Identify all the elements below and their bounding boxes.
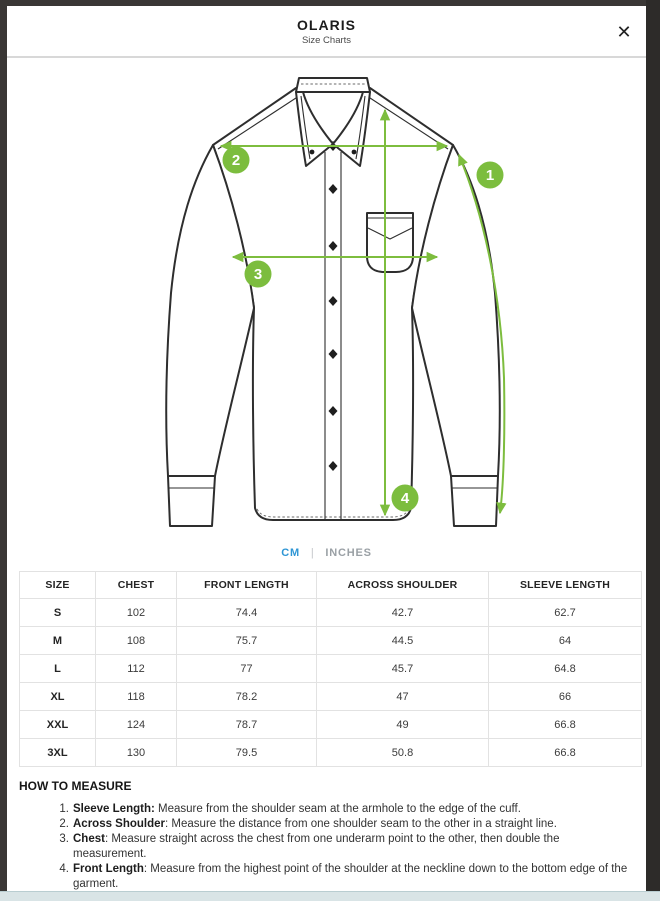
front-length-value: 75.7 bbox=[177, 627, 317, 655]
front-length-value: 77 bbox=[177, 655, 317, 683]
list-item bbox=[51, 862, 628, 892]
size-value: M bbox=[20, 627, 96, 655]
frame-right-bar bbox=[646, 0, 660, 893]
sleeve-length-value: 66.8 bbox=[489, 739, 642, 767]
table-header-row bbox=[20, 572, 642, 599]
col-header-sleeve-length: SLEEVE LENGTH bbox=[489, 572, 642, 599]
table-row bbox=[20, 599, 642, 627]
marker-1-label: 1 bbox=[485, 167, 495, 184]
table-row bbox=[20, 739, 642, 767]
chest-value: 130 bbox=[96, 739, 177, 767]
shirt-measurement-diagram bbox=[7, 58, 646, 546]
front-length-value: 79.5 bbox=[177, 739, 317, 767]
size-chart-modal bbox=[7, 6, 646, 891]
item-number: 4. bbox=[59, 862, 69, 875]
item-term: Chest bbox=[73, 832, 105, 845]
size-value: XXL bbox=[20, 711, 96, 739]
item-number: 2. bbox=[59, 817, 69, 830]
table-row bbox=[20, 655, 642, 683]
unit-inches-tab[interactable]: INCHES bbox=[325, 547, 372, 559]
collar-left-button bbox=[310, 150, 315, 155]
chest-value: 112 bbox=[96, 655, 177, 683]
modal-header bbox=[7, 6, 646, 58]
across-shoulder-value: 47 bbox=[317, 683, 489, 711]
chest-value: 118 bbox=[96, 683, 177, 711]
marker-2 bbox=[223, 147, 250, 174]
col-header-chest: CHEST bbox=[96, 572, 177, 599]
size-value: 3XL bbox=[20, 739, 96, 767]
sleeve-length-value: 62.7 bbox=[489, 599, 642, 627]
list-item bbox=[51, 802, 628, 817]
list-item bbox=[51, 832, 628, 862]
units-toggle bbox=[7, 547, 646, 567]
col-header-across-shoulder: ACROSS SHOULDER bbox=[317, 572, 489, 599]
collar-band bbox=[296, 78, 370, 92]
front-length-value: 74.4 bbox=[177, 599, 317, 627]
how-to-measure-section bbox=[19, 779, 628, 892]
col-header-front-length: FRONT LENGTH bbox=[177, 572, 317, 599]
how-to-measure-title: HOW TO MEASURE bbox=[19, 779, 132, 793]
item-desc: : Measure straight across the chest from one underarm point to the other, then double the measurement. bbox=[73, 832, 560, 860]
marker-4-label: 4 bbox=[400, 490, 410, 507]
marker-3-label: 3 bbox=[253, 266, 263, 283]
list-item bbox=[51, 817, 628, 832]
across-shoulder-value: 49 bbox=[317, 711, 489, 739]
item-desc: : Measure the distance from one shoulder seam to the other in a straight line. bbox=[165, 817, 557, 830]
frame-left-bar bbox=[0, 0, 7, 893]
item-desc: : Measure from the highest point of the shoulder at the neckline down to the bottom edge of the garment. bbox=[73, 862, 628, 890]
size-value: XL bbox=[20, 683, 96, 711]
marker-1 bbox=[477, 162, 504, 189]
sleeve-length-value: 66.8 bbox=[489, 711, 642, 739]
item-term: Front Length bbox=[73, 862, 144, 875]
sleeve-length-value: 64 bbox=[489, 627, 642, 655]
table-row bbox=[20, 711, 642, 739]
modal-subtitle: Size Charts bbox=[301, 35, 352, 46]
marker-4 bbox=[392, 485, 419, 512]
col-header-size: SIZE bbox=[20, 572, 96, 599]
item-term: Across Shoulder bbox=[73, 817, 166, 830]
size-value: S bbox=[20, 599, 96, 627]
item-number: 3. bbox=[59, 832, 69, 845]
across-shoulder-value: 42.7 bbox=[317, 599, 489, 627]
chest-value: 102 bbox=[96, 599, 177, 627]
item-number: 1. bbox=[59, 803, 69, 815]
sleeve-length-value: 66 bbox=[489, 683, 642, 711]
front-length-value: 78.2 bbox=[177, 683, 317, 711]
table-row bbox=[20, 683, 642, 711]
item-term: Sleeve Length: bbox=[73, 803, 155, 815]
across-shoulder-value: 45.7 bbox=[317, 655, 489, 683]
marker-3 bbox=[245, 261, 272, 288]
chest-pocket bbox=[367, 213, 413, 272]
close-button[interactable] bbox=[612, 20, 636, 44]
across-shoulder-value: 50.8 bbox=[317, 739, 489, 767]
chest-value: 124 bbox=[96, 711, 177, 739]
front-length-value: 78.7 bbox=[177, 711, 317, 739]
size-chart-table bbox=[19, 571, 642, 767]
table-row bbox=[20, 627, 642, 655]
chest-value: 108 bbox=[96, 627, 177, 655]
collar-right-button bbox=[352, 150, 357, 155]
item-desc: Measure from the shoulder seam at the armhole to the edge of the cuff. bbox=[154, 803, 521, 815]
unit-divider: | bbox=[310, 547, 315, 559]
left-cuff bbox=[168, 476, 215, 526]
brand-title: OLARIS bbox=[297, 17, 356, 33]
across-shoulder-value: 44.5 bbox=[317, 627, 489, 655]
sleeve-length-value: 64.8 bbox=[489, 655, 642, 683]
how-to-measure-list bbox=[19, 802, 628, 892]
size-value: L bbox=[20, 655, 96, 683]
marker-2-label: 2 bbox=[231, 152, 241, 169]
unit-cm-tab[interactable]: CM bbox=[281, 547, 300, 559]
close-icon: ✕ bbox=[616, 22, 632, 42]
right-cuff bbox=[451, 476, 498, 526]
